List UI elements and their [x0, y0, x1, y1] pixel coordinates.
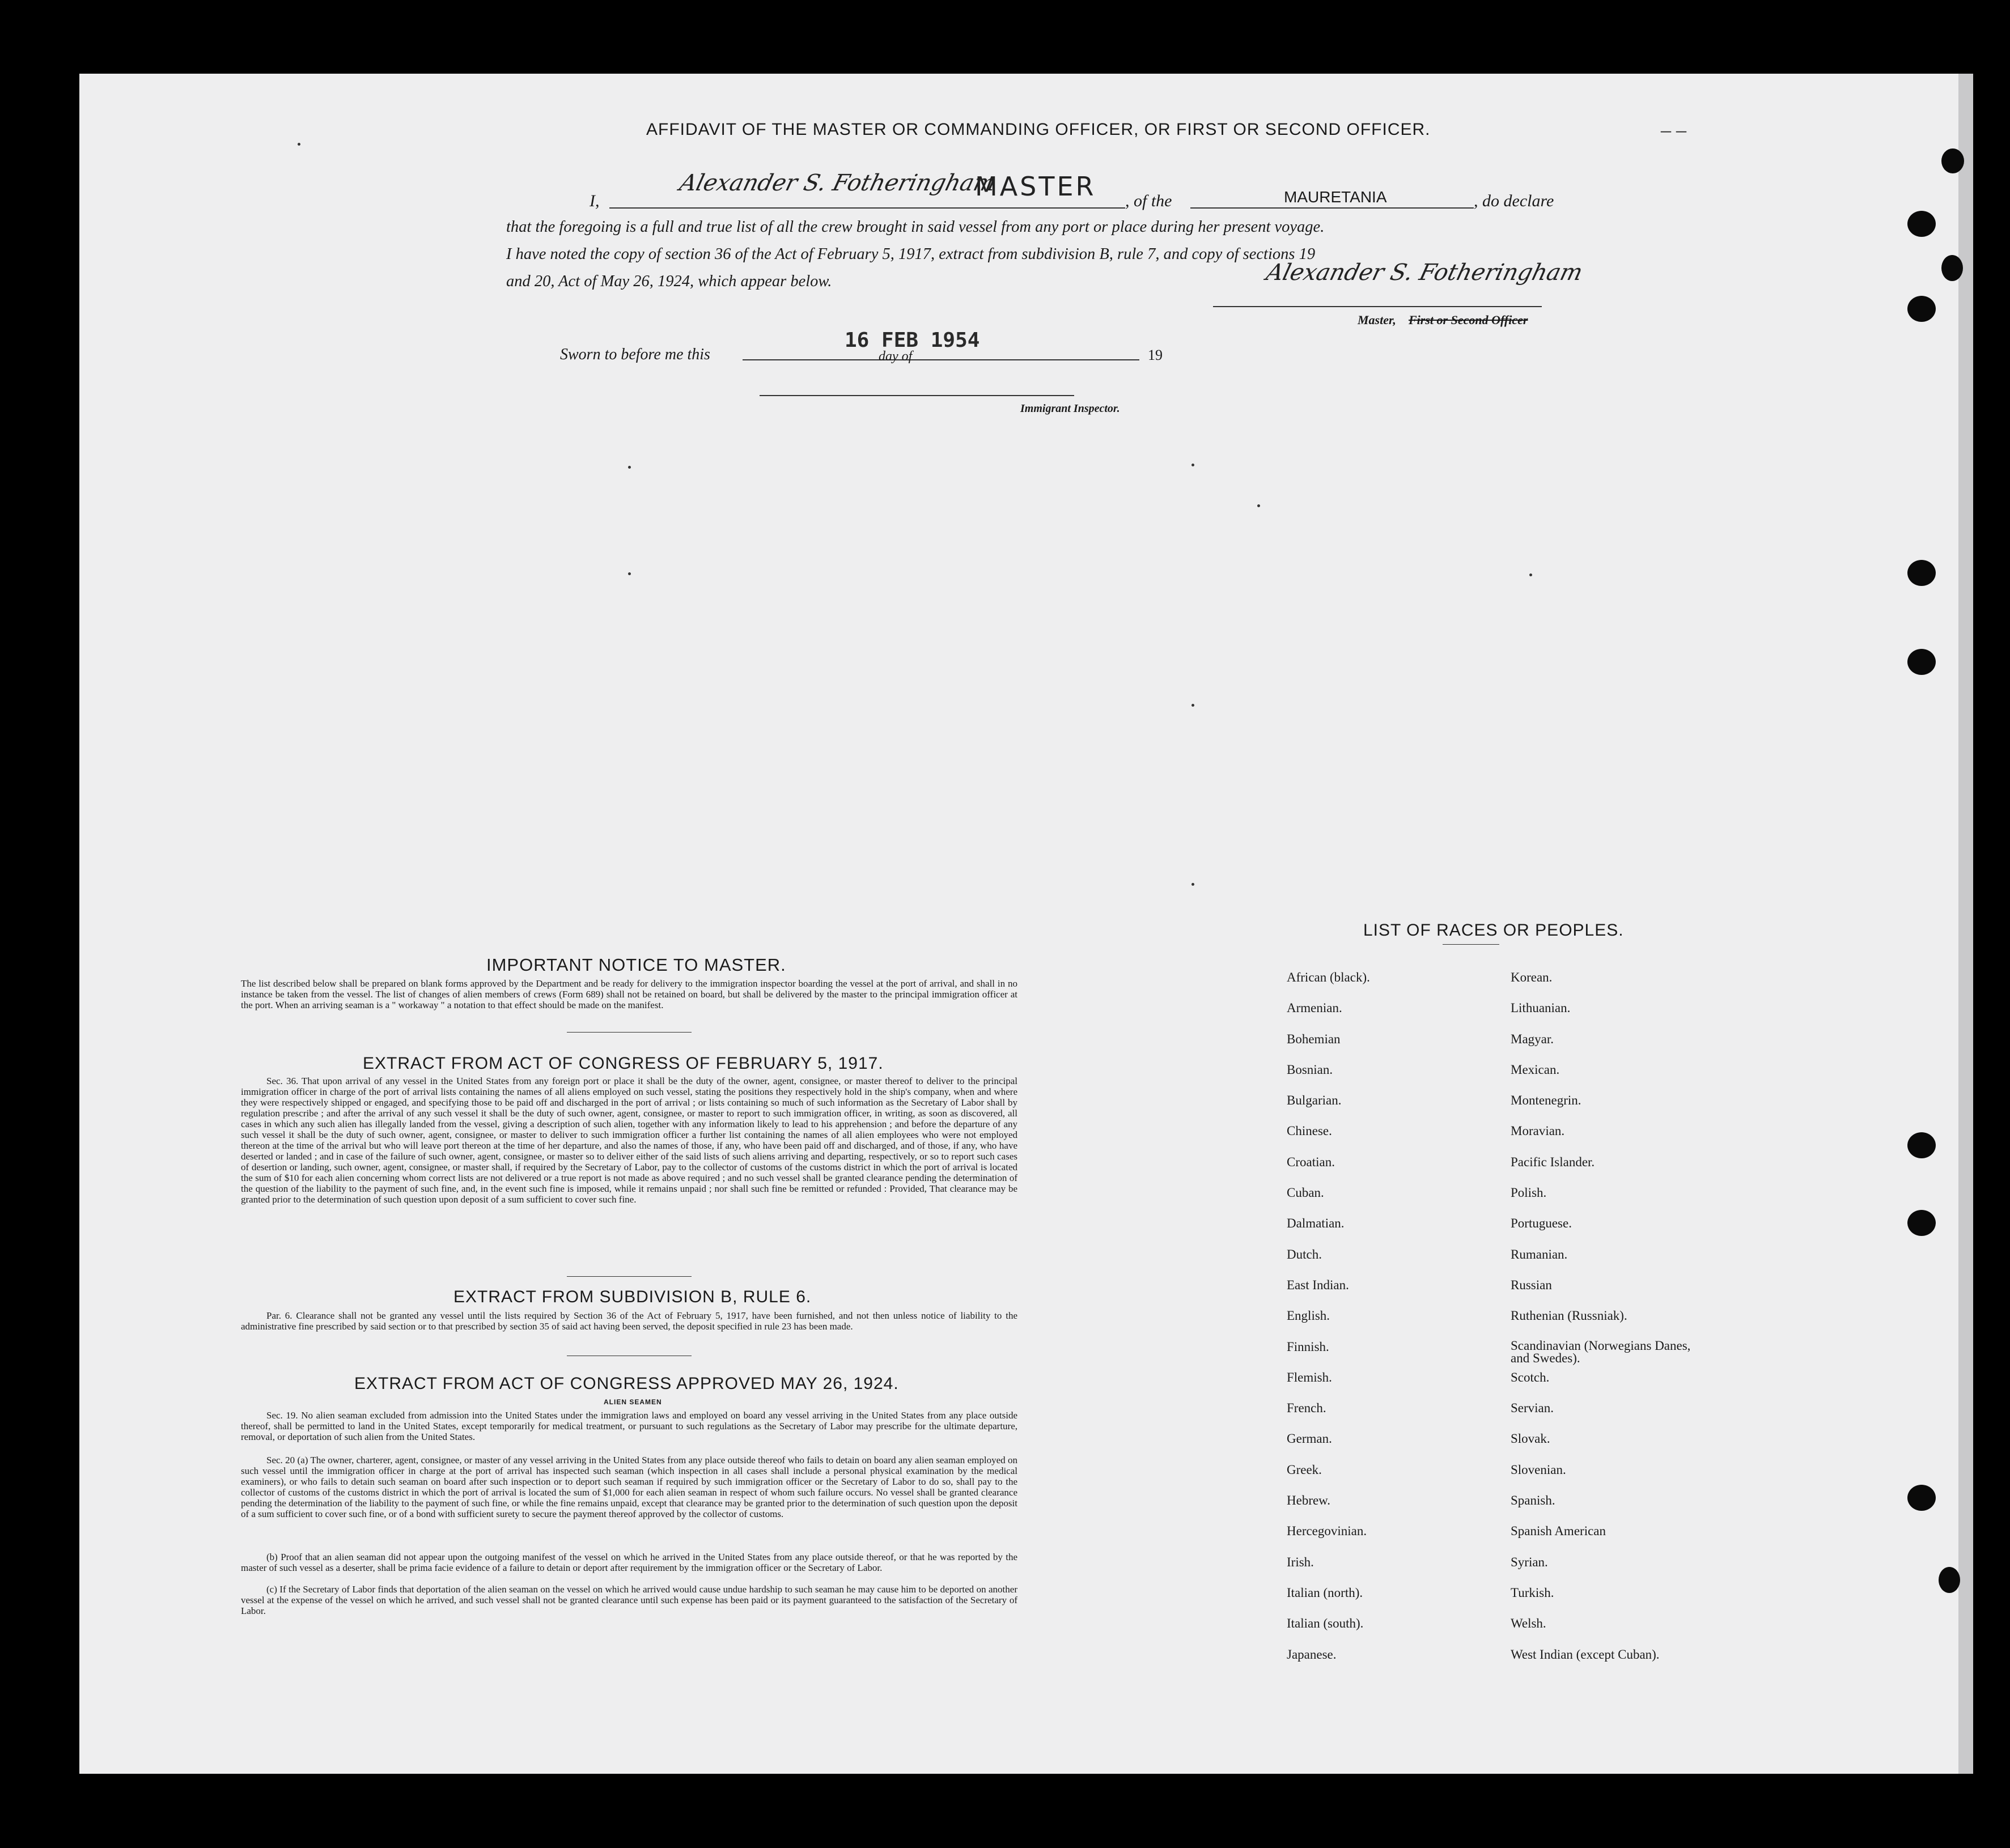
signature-caption-master: Master, [1358, 313, 1396, 327]
race-item: Finnish. [1287, 1339, 1329, 1354]
race-item: Mexican. [1511, 1062, 1560, 1077]
race-item: Dutch. [1287, 1247, 1322, 1261]
affidavit-pronoun: I, [590, 192, 600, 210]
races-divider [1443, 944, 1499, 945]
race-item: Welsh. [1511, 1616, 1546, 1631]
races-left-column [1287, 970, 1370, 1678]
sworn-prefix: Sworn to before me this [560, 346, 710, 363]
scan-speck [628, 572, 631, 575]
races-title: LIST OF RACES OR PEOPLES. [1363, 921, 1624, 940]
race-item: Pacific Islander. [1511, 1154, 1595, 1169]
race-item: Rumanian. [1511, 1247, 1568, 1261]
punch-hole [1907, 211, 1936, 237]
race-item: Slovak. [1511, 1431, 1550, 1446]
extract-1924-subtitle: ALIEN SEAMEN [604, 1398, 662, 1406]
sworn-day-line [743, 359, 1139, 360]
race-item: Spanish American [1511, 1524, 1606, 1539]
race-item: Portuguese. [1511, 1216, 1572, 1231]
punch-hole [1941, 255, 1963, 281]
extract-rule6-body: Par. 6. Clearance shall not be granted any vessel until the lists required by Section 36 of the Act of February 5, 1917, have been furnished, and not then unless notice of liability to the administrative fine prescribed by said section or to that prescribed by section 35 of said act having been served, the deposit specified in rule 23 has been made. [241, 1310, 1017, 1332]
race-item: Spanish. [1511, 1493, 1555, 1508]
vessel-name: MAURETANIA [1284, 188, 1387, 206]
sworn-year: 19 [1148, 347, 1163, 363]
name-line [609, 207, 1125, 209]
race-item: West Indian (except Cuban). [1511, 1647, 1660, 1662]
extract-1924-sec20b: (b) Proof that an alien seaman did not appear upon the outgoing manifest of the vessel on which he arrived in the United States from any place outside thereof, or that he was reported by the master of such vessel as a deserter, shall be prima facie evidence of a failure to detain or deport after requirement by the immigration officer or the Secretary of Labor. [241, 1552, 1017, 1573]
race-item: Syrian. [1511, 1554, 1548, 1569]
affidavit-dash: – – [1661, 118, 1686, 141]
sworn-day-of: day of [879, 349, 913, 364]
vessel-line [1190, 207, 1474, 209]
inspector-line [760, 395, 1074, 396]
extract-1917-title: EXTRACT FROM ACT OF CONGRESS OF FEBRUARY 5, 1917. [363, 1054, 884, 1073]
race-item: Hebrew. [1287, 1493, 1331, 1508]
scan-speck [1191, 464, 1194, 466]
divider [567, 1032, 692, 1033]
punch-hole [1907, 1132, 1936, 1158]
do-declare-label: , do declare [1474, 192, 1554, 210]
extract-1924-title: EXTRACT FROM ACT OF CONGRESS APPROVED MAY 26, 1924. [354, 1374, 899, 1393]
race-item: Lithuanian. [1511, 1001, 1571, 1016]
scan-speck [1191, 704, 1194, 707]
race-item: French. [1287, 1401, 1326, 1416]
punch-hole [1939, 1567, 1960, 1593]
race-item: Montenegrin. [1511, 1093, 1581, 1108]
extract-1924-sec20a: Sec. 20 (a) The owner, charterer, agent, consignee, or master of any vessel arriving in the United States from any place outside thereof who fails to detain on board any alien seaman employed on such vessel until the immigration officer in charge at the port of arrival has inspected such seaman (which inspection in all cases shall include a personal physical examination by the medical examiners), or who fails to detain such seaman on board after such inspection or to deport such seaman if required by such immigration officer or the Secretary of Labor to do so, shall pay to the collector of customs of the customs district in which the port of arrival is located the sum of $1,000 for each alien seaman in respect of whom such failure occurs. No vessel shall be granted clearance pending the determination of the liability to the payment of such fine, or while the fine remains unpaid, except that clearance may be granted prior to the determination of such question upon the deposit of a sum sufficient to cover such fine, or of a bond with sufficient surety to secure the payment thereof approved by the collector of customs. [241, 1455, 1017, 1519]
divider [567, 1276, 692, 1277]
inspector-caption: Immigrant Inspector. [1020, 402, 1120, 415]
race-item: Slovenian. [1511, 1462, 1566, 1477]
affidavit-line-3: I have noted the copy of section 36 of the Act of February 5, 1917, extract from subdivision B, rule 7, and copy of sections 19 [506, 245, 1316, 263]
race-item: Turkish. [1511, 1585, 1554, 1600]
race-item: East Indian. [1287, 1277, 1349, 1292]
race-item: Cuban. [1287, 1186, 1324, 1200]
race-item: Magyar. [1511, 1031, 1554, 1046]
scan-speck [298, 143, 300, 146]
race-item: Bulgarian. [1287, 1093, 1342, 1108]
race-item: Scotch. [1511, 1370, 1550, 1384]
race-item: Polish. [1511, 1186, 1547, 1200]
race-item: Chinese. [1287, 1124, 1332, 1138]
scan-speck [1529, 573, 1532, 576]
race-item: Moravian. [1511, 1124, 1565, 1138]
master-name-signature: Alexander S. Fotheringham [677, 170, 999, 196]
race-item: Korean. [1511, 970, 1553, 984]
rank-handwritten: MASTER [975, 171, 1096, 202]
scan-speck [1191, 883, 1194, 886]
race-item: Flemish. [1287, 1370, 1332, 1384]
extract-1924-sec19: Sec. 19. No alien seaman excluded from admission into the United States under the immigration laws and employed on board any vessel arriving in the United States from any place outside thereof, shall be permitted to land in the United States, except temporarily for medical treatment, or pursuant to such regulations as the Secretary of Labor may prescribe for the ultimate departure, removal, or deportation of such alien from the United States. [241, 1410, 1017, 1442]
punch-hole [1941, 148, 1964, 173]
race-item: Russian [1511, 1277, 1552, 1292]
scan-speck [628, 466, 631, 469]
sworn-date-stamp: 16 FEB 1954 [845, 329, 980, 352]
punch-hole [1907, 1485, 1936, 1511]
race-item: Scandinavian (Norwegians Danes, and Swedes). [1511, 1338, 1691, 1365]
race-item: Greek. [1287, 1462, 1322, 1477]
notice-title: IMPORTANT NOTICE TO MASTER. [486, 955, 786, 975]
signature-caption-struck: First or Second Officer [1409, 313, 1528, 327]
race-item: Armenian. [1287, 1001, 1342, 1016]
race-item: Hercegovinian. [1287, 1524, 1367, 1539]
race-item: Bosnian. [1287, 1062, 1333, 1077]
master-signature: Alexander S. Fotheringham [1263, 260, 1585, 286]
race-item: Croatian. [1287, 1154, 1335, 1169]
race-item: Japanese. [1287, 1647, 1337, 1662]
race-item: Dalmatian. [1287, 1216, 1345, 1231]
affidavit-line-2: that the foregoing is a full and true list of all the crew brought in said vessel from any port or place during her present voyage. [506, 218, 1325, 236]
signature-line [1213, 306, 1542, 307]
of-the-label: , of the [1125, 192, 1172, 210]
affidavit-line-4: and 20, Act of May 26, 1924, which appear below. [506, 273, 832, 290]
punch-hole [1907, 649, 1936, 675]
punch-hole [1907, 1210, 1936, 1236]
race-item: English. [1287, 1309, 1330, 1323]
extract-1917-body: Sec. 36. That upon arrival of any vessel in the United States from any foreign port or place it shall be the duty of the owner, agent, consignee, or master thereof to deliver to the principal immigration officer in charge of the port of arrival lists containing the names of all aliens employed on such vessel, stating the positions they respectively hold in the ship's company, when and where they were respectively shipped or engaged, and specifying those to be paid off and discharged in the port of arrival ; or lists containing so much of such information as the Secretary of Labor shall by regulation prescribe ; and after the arrival of any such vessel it shall be the duty of such owner, agent, consignee, or master to report to such immigration officer, in writing, as soon as discovered, all cases in which any such alien has illegally landed from the vessel, giving a description of such alien, together with any information likely to lead to his apprehension ; and before the departure of any such vessel it shall be the duty of such owner, agent, consignee, or master to deliver to such immigration officer a further list containing the names of all alien employees who were not employed thereon at the time of the arrival but who will leave port thereon at the time of her departure, and also the names of those, if any, who have been paid off and discharged, and of those, if any, who have deserted or landed ; and in case of the failure of such owner, agent, consignee, or master so to deliver either of the said lists of such aliens arriving and departing, respectively, or so to report such cases of desertion or landing, such owner, agent, consignee, or master shall, if required by the Secretary of Labor, pay to the collector of customs of the customs district in which the port of arrival is located the sum of $10 for each alien concerning whom correct lists are not delivered or a true report is not made as above required ; and no such vessel shall be granted clearance pending the determination of the question of the liability to the payment of such fine, and, in the event such fine is imposed, while it remains unpaid ; nor shall such fine be remitted or refunded : Provided, That clearance may be granted prior to the determination of such question upon deposit of a sum sufficient to cover such fine. [241, 1076, 1017, 1205]
race-item: African (black). [1287, 970, 1370, 984]
race-item: Italian (north). [1287, 1585, 1363, 1600]
race-item: Bohemian [1287, 1031, 1341, 1046]
punch-hole [1907, 560, 1936, 586]
extract-1924-sec20c: (c) If the Secretary of Labor finds that deportation of the alien seaman on the vessel on which he arrived would cause undue hardship to such seaman he may cause him to be deported on another vessel at the expense of the vessel on which he arrived, and such vessel shall not be granted clearance until such expense has been paid or its payment guaranteed to the satisfaction of the Secretary of Labor. [241, 1584, 1017, 1616]
page-edge [1958, 74, 1973, 1774]
race-item: Servian. [1511, 1401, 1554, 1416]
races-right-column [1511, 970, 1692, 1678]
race-item: Irish. [1287, 1554, 1314, 1569]
race-item: Ruthenian (Russniak). [1511, 1309, 1627, 1323]
race-item: German. [1287, 1431, 1332, 1446]
extract-rule6-title: EXTRACT FROM SUBDIVISION B, RULE 6. [453, 1288, 812, 1306]
notice-body: The list described below shall be prepared on blank forms approved by the Department and be ready for delivery to the immigration inspector boarding the vessel at the port of arrival, and shall in no instance be taken from the vessel. The list of changes of alien members of crews (Form 689) shall not be retained on board, but shall be delivered by the master to the principal immigration officer at the port. When an arriving seaman is a " workaway " a notation to that effect should be made on the manifest. [241, 978, 1017, 1010]
affidavit-title: AFFIDAVIT OF THE MASTER OR COMMANDING OFFICER, OR FIRST OR SECOND OFFICER. [646, 120, 1431, 139]
race-item: Italian (south). [1287, 1616, 1364, 1631]
scan-speck [1257, 504, 1260, 507]
punch-hole [1907, 296, 1936, 322]
